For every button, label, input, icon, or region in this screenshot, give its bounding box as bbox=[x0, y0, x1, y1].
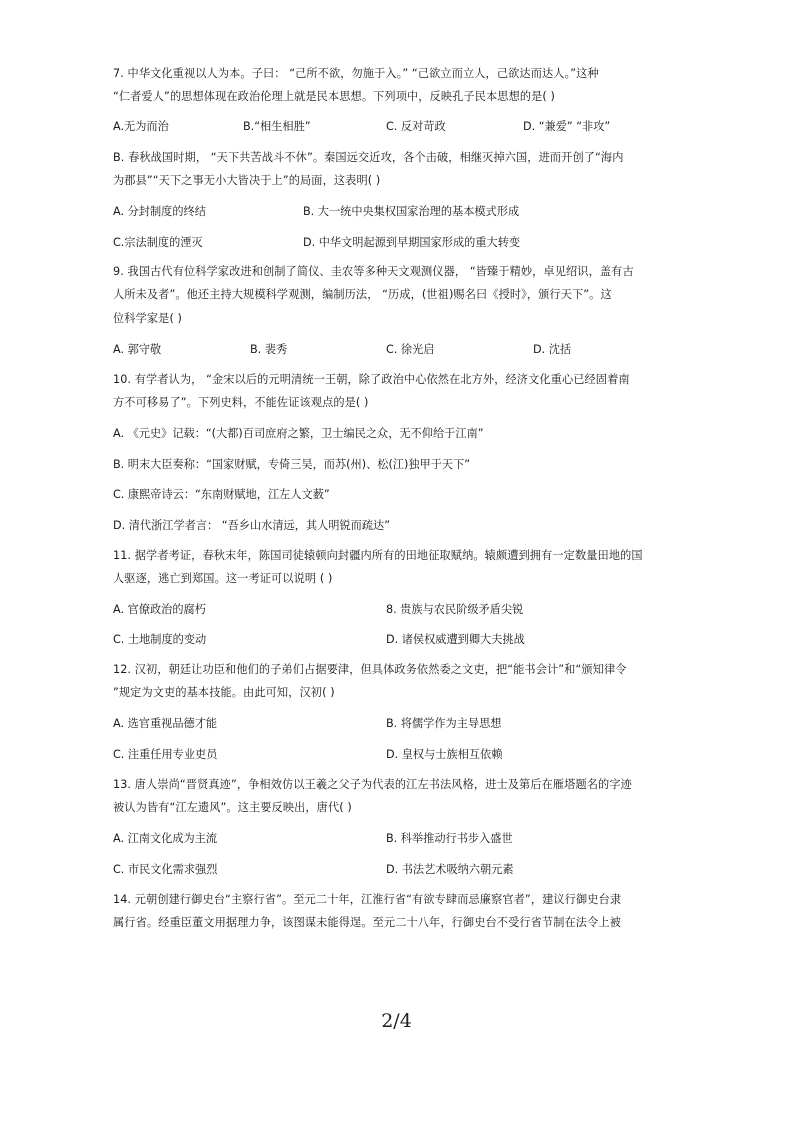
q7-stem-line-2: “仁者爱人”的思想体现在政治伦理上就是民本思想。下列项中，反映孔子民本思想的是( ) bbox=[113, 90, 556, 103]
q9-option-a: A. 郭守敬 bbox=[113, 343, 162, 356]
q8-option-a: A. 分封制度的终结 bbox=[113, 205, 206, 218]
q8-stem-line-1: B. 春秋战国时期， “天下共苦战斗不休”。秦国远交近攻，各个击破，相继灭掉六国，进而开创了“海内 bbox=[113, 151, 624, 164]
q9-option-b: B. 裴秀 bbox=[250, 343, 288, 356]
q8-option-b: B. 大一统中央集权国家治理的基本模式形成 bbox=[303, 205, 520, 218]
q11-option-d: D. 诸侯权威遭到卿大夫挑战 bbox=[386, 633, 525, 646]
q12-option-b: B. 将儒学作为主导思想 bbox=[386, 717, 502, 730]
q10-stem-line-2: 方不可移易了”。下列史料，不能佐证该观点的是( ) bbox=[113, 396, 369, 409]
q10-option-b: B. 明末大臣奏称：“国家财赋，专倚三吴，而苏(州)、松(江)独甲于天下” bbox=[113, 458, 471, 471]
q9-stem-line-2: 人所未及者”。他还主持大规模科学观测，编制历法， “历成，(世祖)赐名曰《授时》，颁行天下”。这 bbox=[113, 288, 612, 301]
q11-option-c: C. 土地制度的变动 bbox=[113, 633, 207, 646]
q8-option-d: D. 中华文明起源到早期国家形成的重大转变 bbox=[303, 236, 521, 249]
q13-option-a: A. 江南文化成为主流 bbox=[113, 832, 218, 845]
q11-option-a: A. 官僚政治的腐朽 bbox=[113, 603, 206, 616]
q10-option-a: A. 《元史》记载：“(大都)百司庶府之繁，卫士编民之众，无不仰给于江南” bbox=[113, 427, 484, 440]
q8-stem-line-2: 为郡县”“天下之事无小大皆决于上”的局面，这表明( ) bbox=[113, 174, 381, 187]
q11-option-b: 8. 贵族与农民阶级矛盾尖锐 bbox=[386, 603, 524, 616]
q11-stem-line-1: 11. 据学者考证，春秋末年，陈国司徒辕顿向封疆内所有的田地征取赋纳。辕颇遭到拥有一定数量田地的国 bbox=[113, 549, 643, 562]
q12-option-c: C. 注重任用专业吏员 bbox=[113, 748, 218, 761]
q10-option-d: D. 清代浙江学者言： “吾乡山水清远，其人明锐而疏达” bbox=[113, 519, 391, 532]
q7-option-a: A.无为而治 bbox=[113, 120, 169, 133]
page-number: 2/4 bbox=[381, 1010, 412, 1032]
q13-option-d: D. 书法艺术吸纳六朝元素 bbox=[386, 863, 514, 876]
q10-stem-line-1: 10. 有学者认为， “金宋以后的元明清统一王朝，除了政治中心依然在北方外，经济文化重心已经固着南 bbox=[113, 373, 630, 386]
q12-stem-line-2: ”规定为文吏的基本技能。由此可知，汉初( ) bbox=[113, 686, 335, 699]
q13-option-c: C. 市民文化需求强烈 bbox=[113, 863, 218, 876]
q10-option-c: C. 康熙帝诗云：“东南财赋地，江左人文薮” bbox=[113, 488, 330, 501]
q9-option-d: D. 沈括 bbox=[533, 343, 572, 356]
q13-stem-line-2: 被认为皆有“江左遗风”。这主要反映出，唐代( ) bbox=[113, 801, 352, 814]
q9-stem-line-3: 位科学家是( ) bbox=[113, 312, 183, 325]
q14-stem-line-2: 属行省。经重臣董文用据理力争，该图谋未能得逞。至元二十八年，行御史台不受行省节制在法令上被 bbox=[113, 916, 621, 929]
q13-option-b: B. 科举推动行书步入盛世 bbox=[386, 832, 513, 845]
q7-option-d: D. “兼爱” “非攻” bbox=[523, 120, 611, 133]
q12-option-a: A. 选官重视品德才能 bbox=[113, 717, 218, 730]
q8-option-c: C.宗法制度的湮灭 bbox=[113, 236, 203, 249]
q12-stem-line-1: 12. 汉初，朝廷让功臣和他们的子弟们占据要津，但具体政务依然委之文吏，把“能书会计”和“颁知律令 bbox=[113, 663, 627, 676]
q9-option-c: C. 徐光启 bbox=[386, 343, 435, 356]
q7-option-b: B.“相生相胜” bbox=[243, 120, 311, 133]
q12-option-d: D. 皇权与士族相互依赖 bbox=[386, 748, 503, 761]
q9-stem-line-1: 9. 我国古代有位科学家改进和创制了简仪、圭农等多种天文观测仪器， “皆臻于精妙，卓见绍识，盖有古 bbox=[113, 265, 634, 278]
q11-stem-line-2: 人驱逐，逃亡到郑国。这一考证可以说明 ( ) bbox=[113, 572, 333, 585]
q13-stem-line-1: 13. 唐人崇尚“晋贤真迹”，争相效仿以王羲之父子为代表的江左书法风格，进士及第后在雁塔题名的字迹 bbox=[113, 778, 632, 791]
q7-stem-line-1: 7. 中华文化重视以人为本。子曰： “己所不欲，勿施于入。” “己欲立而立人，己欲达而达人。”这种 bbox=[113, 67, 599, 80]
q7-option-c: C. 反对苛政 bbox=[386, 120, 446, 133]
q14-stem-line-1: 14. 元朝创建行御史台“主察行省”。至元二十年，江淮行省“有欲专肆而忌廉察官者”，建议行御史台隶 bbox=[113, 893, 622, 906]
